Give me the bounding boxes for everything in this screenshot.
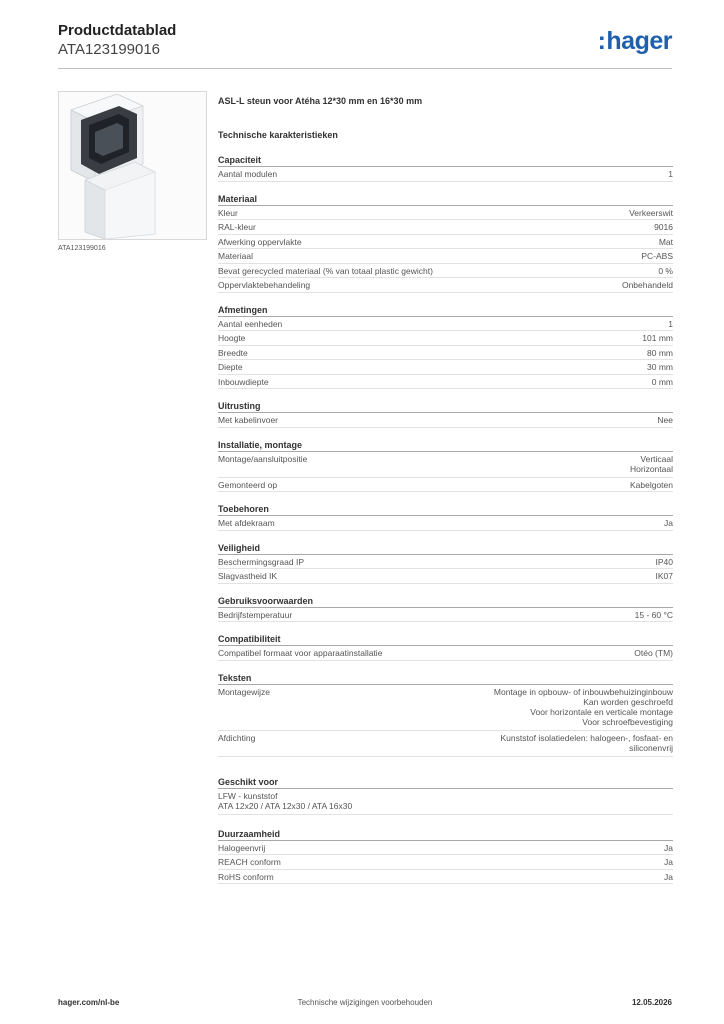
- section-title: Compatibiliteit: [218, 634, 673, 646]
- document-header: [58, 22, 176, 59]
- spec-value: 80 mm: [647, 347, 673, 358]
- spec-row: [218, 555, 673, 570]
- spec-label: Gemonteerd op: [218, 479, 278, 490]
- spec-label: Montage/aansluitpositie: [218, 453, 308, 464]
- geschikt-voor-line: LFW - kunststof: [218, 790, 278, 801]
- spec-label: Materiaal: [218, 251, 253, 261]
- hager-logo: [598, 27, 672, 55]
- spec-value: Ja: [664, 518, 673, 528]
- spec-label: Halogeenvrij: [218, 842, 266, 853]
- spec-value: 1: [668, 318, 673, 329]
- spec-value: Ja: [664, 842, 673, 853]
- section-title: Teksten: [218, 673, 673, 685]
- spec-row: [218, 608, 673, 623]
- spec-section: [218, 440, 673, 493]
- spec-label: Met kabelinvoer: [218, 415, 279, 425]
- spec-label: Inbouwdiepte: [218, 376, 269, 387]
- product-name: ASL-L steun voor Atéha 12*30 mm en 16*30 mm: [218, 96, 423, 106]
- spec-row: [218, 317, 673, 332]
- section-title: Gebruiksvoorwaarden: [218, 596, 673, 608]
- spec-row: [218, 731, 673, 757]
- product-photo-icon: [59, 92, 206, 239]
- spec-label: Met afdekraam: [218, 518, 275, 528]
- logo-colon: :: [597, 27, 606, 55]
- spec-value: 0 %: [658, 265, 673, 276]
- spec-sections: [218, 155, 673, 757]
- spec-section: [218, 673, 673, 757]
- spec-row: [218, 685, 673, 731]
- product-code: ATA123199016: [58, 41, 161, 58]
- spec-row: [218, 841, 673, 856]
- spec-content: [218, 96, 673, 884]
- spec-section: [218, 155, 673, 182]
- section-title: Veiligheid: [218, 543, 673, 555]
- spec-section: [218, 543, 673, 584]
- spec-section: [218, 596, 673, 623]
- product-image: [58, 91, 207, 240]
- spec-value: 30 mm: [647, 362, 673, 372]
- spec-section: [218, 194, 673, 293]
- logo-text: hager: [606, 27, 672, 55]
- spec-row: [218, 375, 673, 390]
- spec-label: Aantal modulen: [218, 169, 278, 179]
- spec-label: Kleur: [218, 207, 238, 218]
- spec-section: [218, 504, 673, 531]
- page-title: Productdatablad: [58, 22, 177, 39]
- spec-value: Montage in opbouw- of inbouwbehuizinginbouw Kan worden geschroefd Voor horizontale en verticale montage Voor schroefbevestiging: [493, 686, 673, 727]
- spec-value: PC-ABS: [641, 251, 673, 261]
- spec-label: Bevat gerecycled materiaal (% van totaal plastic gewicht): [218, 265, 433, 276]
- spec-label: Hoogte: [218, 333, 246, 343]
- spec-label: Afdichting: [218, 732, 256, 743]
- spec-value: IP40: [655, 556, 673, 567]
- footer-website: hager.com/nl-be: [58, 998, 120, 1007]
- spec-row: [218, 278, 673, 293]
- spec-label: Diepte: [218, 362, 243, 372]
- section-duurzaamheid: [218, 829, 673, 885]
- spec-label: RAL-kleur: [218, 222, 256, 232]
- spec-value: Onbehandeld: [621, 280, 673, 290]
- footer-notice: Technische wijzigingen voorbehouden: [297, 998, 433, 1007]
- spec-row: [218, 478, 673, 493]
- spec-row: [218, 360, 673, 375]
- spec-value: Verticaal Horizontaal: [630, 453, 673, 474]
- spec-label: REACH conform: [218, 857, 281, 867]
- spec-section: [218, 634, 673, 661]
- spec-row: [218, 646, 673, 661]
- spec-row: [218, 855, 673, 870]
- spec-value: Mat: [658, 236, 673, 247]
- footer-date: 12.05.2026: [631, 998, 672, 1007]
- spec-value: IK07: [655, 571, 673, 581]
- duurzaamheid-rows: [218, 841, 673, 885]
- section-geschikt-voor: [218, 777, 673, 815]
- spec-row: [218, 264, 673, 279]
- spec-row: [218, 220, 673, 235]
- spec-row: [218, 516, 673, 531]
- spec-label: Beschermingsgraad IP: [218, 556, 304, 567]
- spec-label: Compatibel formaat voor apparaatinstallatie: [218, 648, 383, 658]
- geschikt-voor-line: ATA 12x20 / ATA 12x30 / ATA 16x30: [218, 800, 353, 811]
- spec-row: [218, 413, 673, 428]
- spec-label: Montagewijze: [218, 686, 270, 697]
- header-divider: [58, 68, 672, 69]
- spec-value: 15 - 60 °C: [634, 609, 673, 620]
- spec-value: 9016: [654, 222, 673, 232]
- spec-row: [218, 167, 673, 182]
- section-title: Materiaal: [218, 194, 673, 206]
- spec-value: Verkeerswit: [629, 207, 673, 218]
- spec-value: 1: [668, 169, 673, 179]
- section-title: Uitrusting: [218, 401, 673, 413]
- spec-label: Breedte: [218, 347, 248, 358]
- spec-value: Otéo (TM): [634, 648, 673, 658]
- spec-row: [218, 346, 673, 361]
- spec-row: [218, 249, 673, 264]
- spec-value: Ja: [664, 857, 673, 867]
- spec-value: Nee: [657, 415, 673, 425]
- spec-section: [218, 305, 673, 390]
- spec-value: 101 mm: [642, 333, 673, 343]
- image-caption: ATA123199016: [58, 245, 106, 252]
- geschikt-voor-lines: [218, 789, 673, 815]
- spec-value: 0 mm: [651, 376, 673, 387]
- spec-value: Kunststof isolatiedelen: halogeen-, fosfaat- en siliconenvrij: [500, 732, 673, 753]
- spec-label: Slagvastheid IK: [218, 571, 278, 581]
- spec-label: Aantal eenheden: [218, 318, 283, 329]
- spec-row: [218, 235, 673, 250]
- spec-section: [218, 401, 673, 428]
- spec-heading: Technische karakteristieken: [218, 130, 338, 140]
- spec-label: RoHS conform: [218, 871, 274, 882]
- spec-label: Bedrijfstemperatuur: [218, 609, 293, 620]
- spec-value: Kabelgoten: [629, 479, 673, 490]
- section-title: Capaciteit: [218, 155, 673, 167]
- spec-row: [218, 870, 673, 885]
- spec-row: [218, 206, 673, 221]
- section-title: Afmetingen: [218, 305, 673, 317]
- spec-row: [218, 569, 673, 584]
- section-title: Duurzaamheid: [218, 829, 673, 841]
- spec-label: Afwerking oppervlakte: [218, 236, 302, 247]
- section-title: Toebehoren: [218, 504, 673, 516]
- section-title: Geschikt voor: [218, 777, 673, 789]
- spec-value: Ja: [664, 871, 673, 882]
- spec-label: Oppervlaktebehandeling: [218, 280, 311, 290]
- spec-row: [218, 331, 673, 346]
- spec-row: [218, 452, 673, 478]
- section-title: Installatie, montage: [218, 440, 673, 452]
